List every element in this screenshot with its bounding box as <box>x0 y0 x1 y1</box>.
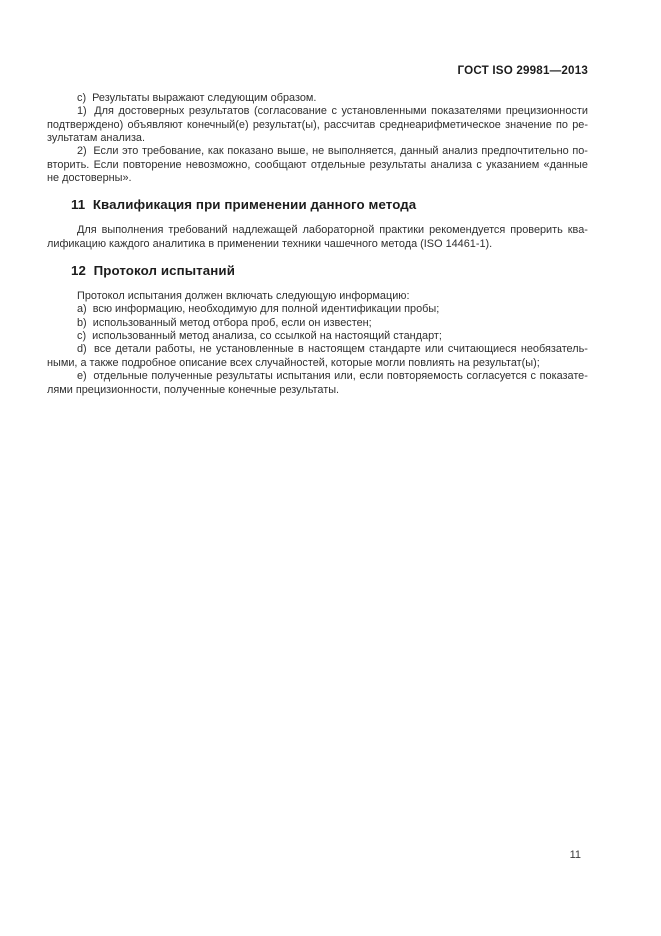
word: Если <box>93 145 119 158</box>
word: предпочтительно <box>481 145 569 158</box>
text-line: лификацию каждого аналитика в применении техники чашечного метода (ISO 14461-1). <box>47 237 493 250</box>
text-line <box>47 370 588 383</box>
word: результаты <box>369 158 427 171</box>
word: указанием <box>486 158 540 171</box>
paragraph <box>47 303 588 316</box>
section-heading: 12 Протокол испытаний <box>71 263 235 279</box>
word: невозможно, <box>185 158 251 171</box>
word: анализа <box>430 158 473 171</box>
word: с <box>331 105 337 118</box>
word: все <box>94 343 112 356</box>
word: установленные <box>216 343 294 356</box>
text-line <box>47 119 588 132</box>
word: работы, <box>155 343 196 356</box>
word: данный <box>400 145 439 158</box>
word: требований <box>168 224 228 237</box>
word: Для <box>77 224 97 237</box>
text-line: c) Результаты выражают следующим образом. <box>77 92 317 104</box>
word: анализ <box>442 145 478 158</box>
section-heading: 11 Квалификация при применении данного метода <box>71 197 417 213</box>
word: выполняется, <box>327 145 397 158</box>
word: значение <box>505 118 552 131</box>
word: рекомендуется <box>429 224 506 237</box>
word: ква- <box>567 224 588 237</box>
word: рассчитав <box>323 118 376 131</box>
text-line <box>47 145 588 158</box>
word: установленными <box>341 105 427 118</box>
word: прецизионности <box>505 105 588 118</box>
word: конечный(е) <box>187 118 249 131</box>
word: показате- <box>539 370 588 383</box>
word: повторяемость <box>386 370 463 383</box>
text-line <box>47 159 588 172</box>
word: подтверждено) <box>47 118 124 131</box>
word: повторение <box>122 158 182 171</box>
word: выше, <box>277 145 309 158</box>
word: результаты <box>216 370 273 383</box>
text-line: b) использованный метод отбора проб, если он известен; <box>77 316 372 329</box>
paragraph <box>47 343 588 370</box>
word: 2) <box>77 145 90 158</box>
text-line: a) всю информацию, необходимую для полной идентификации пробы; <box>77 303 440 316</box>
word: Если <box>93 158 119 171</box>
paragraph <box>47 224 588 251</box>
word: не <box>199 343 212 356</box>
word: вторить. <box>47 158 90 171</box>
word: или <box>425 343 444 356</box>
word: с <box>476 158 482 171</box>
word: по <box>556 118 568 131</box>
word: или, <box>334 370 356 383</box>
word: если <box>359 370 384 383</box>
word: с <box>530 370 536 383</box>
word: лабораторной <box>302 224 375 237</box>
word: настоящем <box>308 343 365 356</box>
word: детали <box>115 343 151 356</box>
word: практики <box>379 224 425 237</box>
text-line: лями прецизионности, полученные конечные результаты. <box>47 383 340 396</box>
text-line: не достоверны». <box>47 172 132 185</box>
paragraph <box>47 330 588 343</box>
word: необязатель- <box>520 343 588 356</box>
paragraph <box>47 317 588 330</box>
text-line <box>47 343 588 356</box>
word: выполнения <box>101 224 164 237</box>
word: «данные <box>543 158 588 171</box>
word: показано <box>227 145 274 158</box>
paragraph <box>47 105 588 145</box>
word: это <box>122 145 139 158</box>
paragraph <box>47 290 588 303</box>
word: полученные <box>151 370 213 383</box>
word: показателями <box>431 105 502 118</box>
word: объявляют <box>127 118 183 131</box>
paragraph <box>47 92 588 105</box>
document-body <box>47 92 588 397</box>
word: отдельные <box>93 370 148 383</box>
word: (согласование <box>253 105 327 118</box>
word: 1) <box>77 105 90 118</box>
word: надлежащей <box>232 224 298 237</box>
word: результат(ы), <box>252 118 320 131</box>
document-header-standard-number: ГОСТ ISO 29981—2013 <box>457 64 588 77</box>
word: испытания <box>276 370 331 383</box>
word: не <box>312 145 325 158</box>
word: достоверных <box>118 105 185 118</box>
word: по- <box>572 145 588 158</box>
word: результатов <box>188 105 250 118</box>
word: стандарте <box>369 343 421 356</box>
word: как <box>207 145 224 158</box>
word: в <box>298 343 304 356</box>
paragraph <box>47 145 588 185</box>
text-line: зультатам анализа. <box>47 132 146 145</box>
word: согласуется <box>466 370 527 383</box>
word: требование, <box>142 145 205 158</box>
word: сообщают <box>254 158 307 171</box>
word: считающиеся <box>447 343 517 356</box>
word: ре- <box>572 118 588 131</box>
page-number: 11 <box>569 849 581 861</box>
paragraph <box>47 370 588 397</box>
word: d) <box>77 343 90 356</box>
word: проверить <box>510 224 563 237</box>
text-line <box>47 105 588 118</box>
text-line: Протокол испытания должен включать следующую информацию: <box>77 290 410 303</box>
word: Для <box>94 105 114 118</box>
text-line: c) использованный метод анализа, со ссылкой на настоящий стандарт; <box>77 330 442 343</box>
word: отдельные <box>310 158 366 171</box>
text-line: ными, а также подробное описание всех случайностей, которые могли повлиять на результат(ы); <box>47 356 540 369</box>
word: среднеарифметическое <box>379 118 501 131</box>
text-line <box>47 224 588 237</box>
word: e) <box>77 370 90 383</box>
